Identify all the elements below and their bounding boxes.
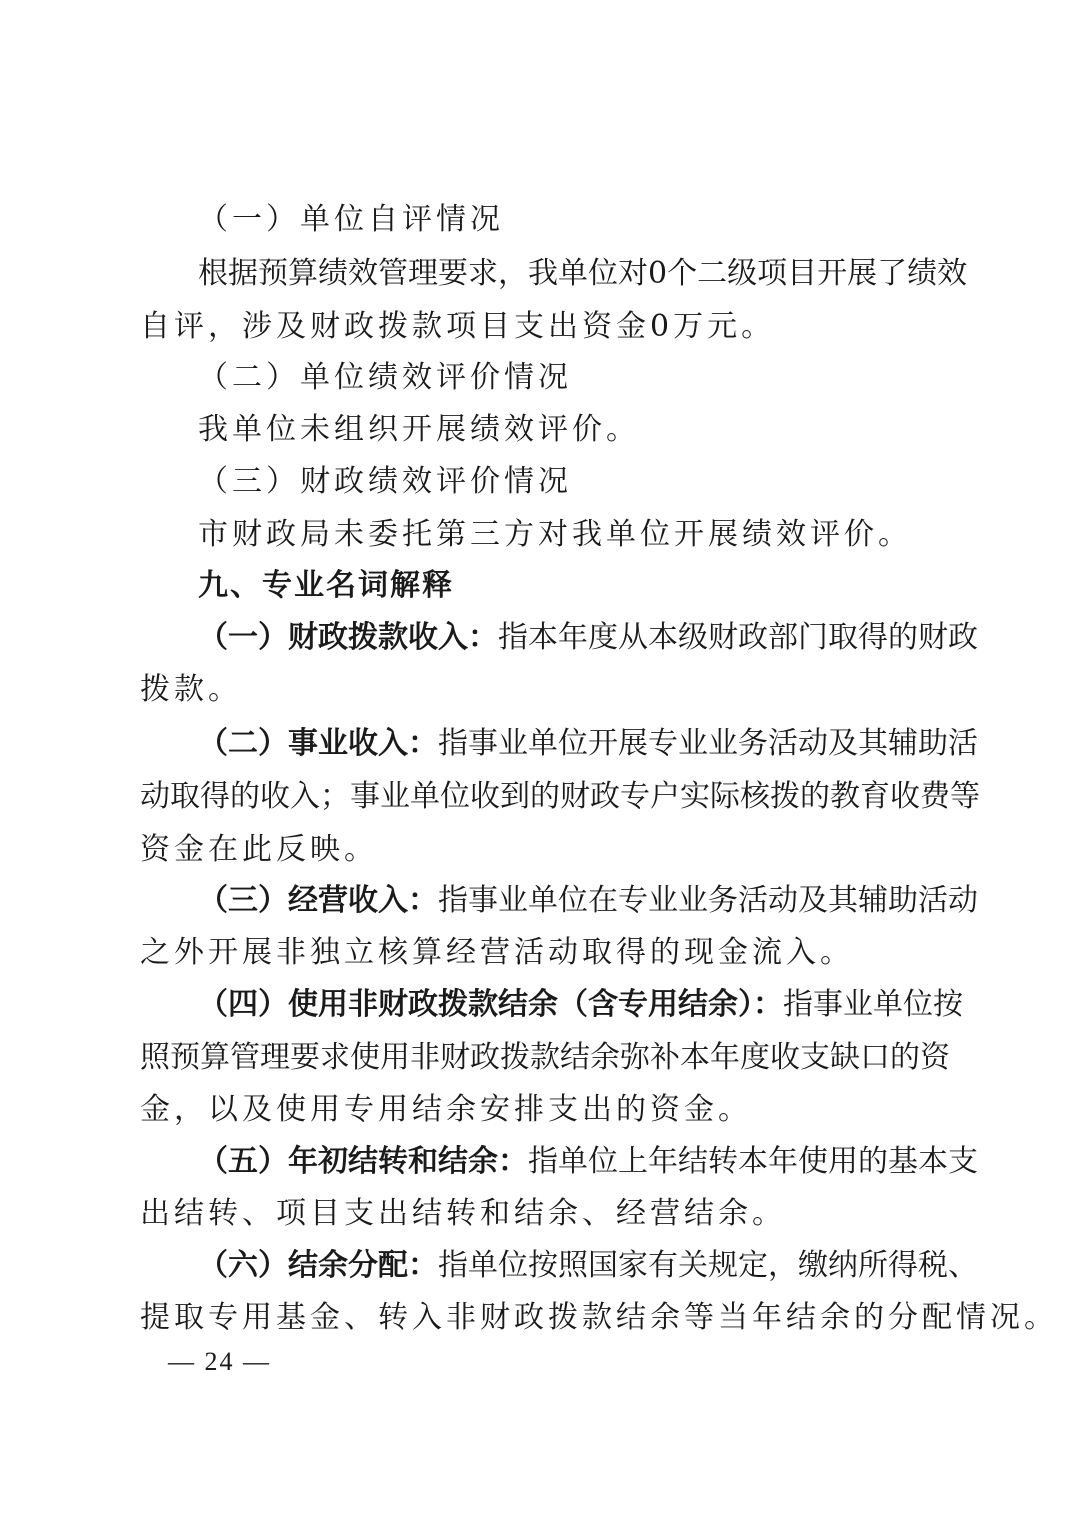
glossary-term: （六）结余分配： [198,1248,438,1283]
glossary-item [198,724,978,764]
glossary-definition: 指本年度从本级财政部门取得的财政 [498,620,978,655]
glossary-item [198,1142,978,1182]
glossary-term: （一）财政拨款收入： [198,620,498,655]
glossary-term: （三）经营收入： [198,883,438,918]
glossary-item [198,618,978,658]
section-heading-finance-evaluation: （三）财政绩效评价情况 [198,464,572,499]
paragraph-line: 根据预算绩效管理要求，我单位对0个二级项目开展了绩效 [198,256,968,291]
paragraph-line: 资金在此反映。 [140,832,378,867]
paragraph-line: 自评，涉及财政拨款项目支出资金0万元。 [140,309,776,344]
glossary-heading: 九、专业名词解释 [198,568,454,603]
glossary-definition: 指单位按照国家有关规定，缴纳所得税、 [438,1248,978,1283]
section-heading-unit-evaluation: （二）单位绩效评价情况 [198,360,572,395]
paragraph-line: 市财政局未委托第三方对我单位开展绩效评价。 [198,517,912,552]
paragraph-line: 出结转、项目支出结转和结余、经营结余。 [140,1196,786,1231]
paragraph-line: 动取得的收入；事业单位收到的财政专户实际核拨的教育收费等 [140,779,980,814]
glossary-definition: 指事业单位开展专业业务活动及其辅助活 [438,726,978,761]
paragraph-line: 我单位未组织开展绩效评价。 [198,412,640,447]
paragraph-line: 金，以及使用专用结余安排支出的资金。 [140,1092,752,1127]
glossary-term: （二）事业收入： [198,726,438,761]
glossary-definition: 指单位上年结转本年使用的基本支 [528,1144,978,1179]
glossary-item [198,1246,978,1286]
glossary-definition: 指事业单位在专业业务活动及其辅助活动 [438,883,978,918]
glossary-item [198,985,963,1025]
glossary-item [198,881,978,921]
glossary-term: （四）使用非财政拨款结余（含专用结余）： [198,987,783,1022]
section-heading-self-evaluation: （一）单位自评情况 [198,202,504,237]
paragraph-line: 拨款。 [140,672,242,707]
glossary-term: （五）年初结转和结余： [198,1144,528,1179]
glossary-definition: 指事业单位按 [783,987,963,1022]
page-number: — 24 — [168,1347,271,1376]
paragraph-line: 照预算管理要求使用非财政拨款结余弥补本年度收支缺口的资 [140,1040,950,1075]
paragraph-line: 之外开展非独立核算经营活动取得的现金流入。 [140,935,854,970]
paragraph-line: 提取专用基金、转入非财政拨款结余等当年结余的分配情况。 [140,1300,1058,1335]
